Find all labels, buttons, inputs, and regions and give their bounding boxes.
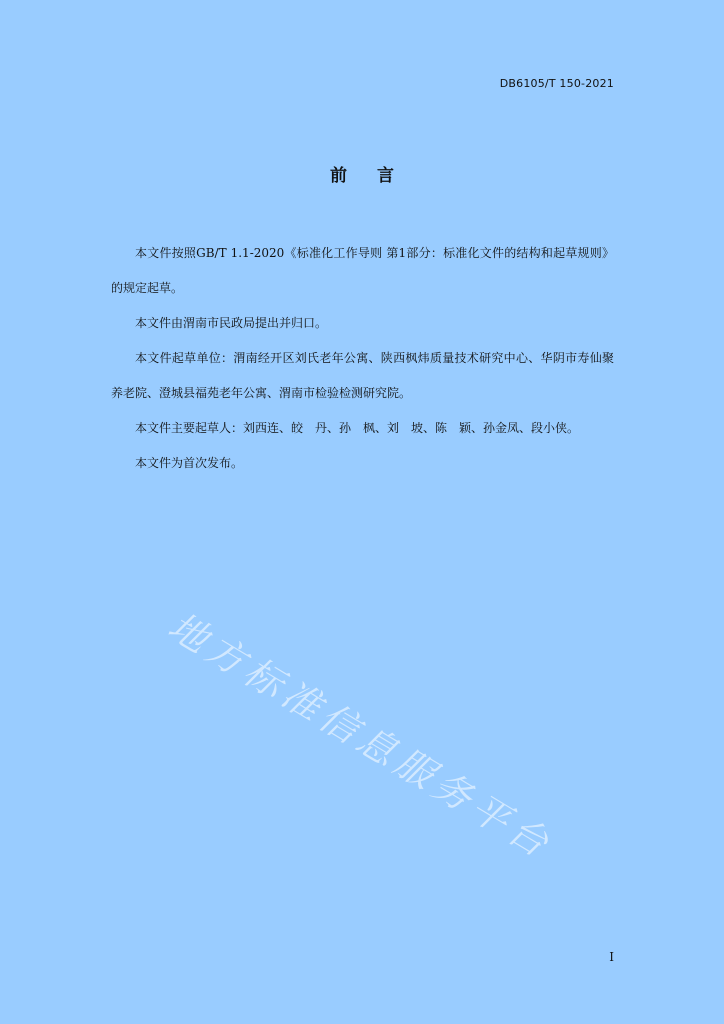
paragraph-proposer: 本文件由渭南市民政局提出并归口。 (135, 316, 328, 330)
paragraph-drafting-units: 本文件起草单位：渭南经开区刘氏老年公寓、陕西枫炜质量技术研究中心、华阴市寿仙聚养老院、澄城县福苑老年公寓、渭南市检验检测研究院。 (111, 351, 614, 400)
watermark-text: 地方标准信息服务平台 (160, 603, 561, 869)
section-title: 前言 (330, 166, 424, 186)
page-number: I (609, 950, 614, 964)
paragraph-first-release: 本文件为首次发布。 (135, 456, 244, 470)
paragraph-drafting-rules: 本文件按照GB/T 1.1-2020《标准化工作导则 第1部分：标准化文件的结构和起草规则》的规定起草。 (111, 246, 614, 295)
paragraph-drafters: 本文件主要起草人：刘西连、皎 丹、孙 枫、刘 坡、陈 颖、孙金凤、段小侠。 (135, 421, 580, 435)
foreword-body (111, 236, 614, 481)
document-code: DB6105/T 150-2021 (499, 77, 614, 90)
